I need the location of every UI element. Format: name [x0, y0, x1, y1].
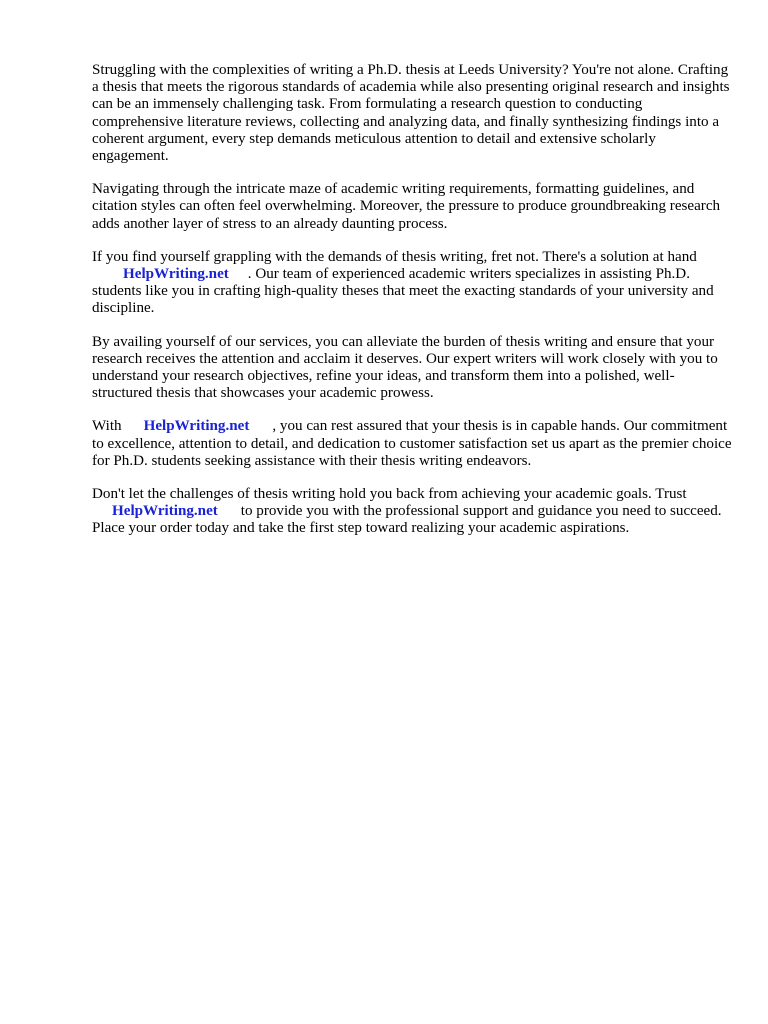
paragraph-assurance-text-before: With [92, 418, 122, 435]
paragraph-navigating [92, 181, 732, 233]
paragraph-closing [92, 486, 732, 538]
paragraph-intro-text: Struggling with the complexities of writing a Ph.D. thesis at Leeds University? You're not alone. Crafting a thesis that meets the rigorous standards of academia while also presenting original research and insights can be an immensely challenging task. From formulating a research question to conducting comprehensive literature reviews, collecting and analyzing data, and finally synthesizing findings into a coherent argument, every step demands meticulous attention to detail and extensive scholarly engagement. [92, 62, 730, 165]
document-body [92, 62, 732, 554]
paragraph-assurance [92, 418, 732, 470]
paragraph-intro [92, 62, 732, 165]
helpwriting-link-2[interactable]: HelpWriting.net [143, 418, 250, 435]
helpwriting-link-1[interactable]: HelpWriting.net [123, 266, 229, 283]
paragraph-solution-text-after: . Our team of experienced academic writers specializes in assisting Ph.D. students like you in crafting high-quality theses that meet the exacting standards of your university and discipline. [92, 266, 714, 317]
paragraph-navigating-text: Navigating through the intricate maze of academic writing requirements, formatting guidelines, and citation styles can often feel overwhelming. Moreover, the pressure to produce groundbreaking research adds another layer of stress to an already daunting process. [92, 181, 721, 232]
paragraph-closing-text-after: to provide you with the professional support and guidance you need to succeed. Place your order today and take the first step toward realizing your academic aspirations. [92, 503, 722, 537]
paragraph-assurance-text-after: , you can rest assured that your thesis is in capable hands. Our commitment to excellence, attention to detail, and dedication to customer satisfaction set us apart as the premier choice for Ph.D. students seeking assistance with their thesis writing endeavors. [92, 418, 732, 469]
paragraph-solution [92, 249, 732, 318]
paragraph-closing-text-before: Don't let the challenges of thesis writing hold you back from achieving your academic goals. Trust [92, 486, 687, 503]
helpwriting-link-3[interactable]: HelpWriting.net [112, 503, 218, 520]
paragraph-services [92, 334, 732, 403]
paragraph-services-text: By availing yourself of our services, you can alleviate the burden of thesis writing and ensure that your research receives the attention and acclaim it deserves. Our expert writers will work closely with you to understand your research objectives, refine your ideas, and transform them into a polished, well-structured thesis that showcases your academic prowess. [92, 333, 718, 402]
paragraph-solution-text-before: If you find yourself grappling with the demands of thesis writing, fret not. There's a solution at hand [92, 248, 697, 265]
